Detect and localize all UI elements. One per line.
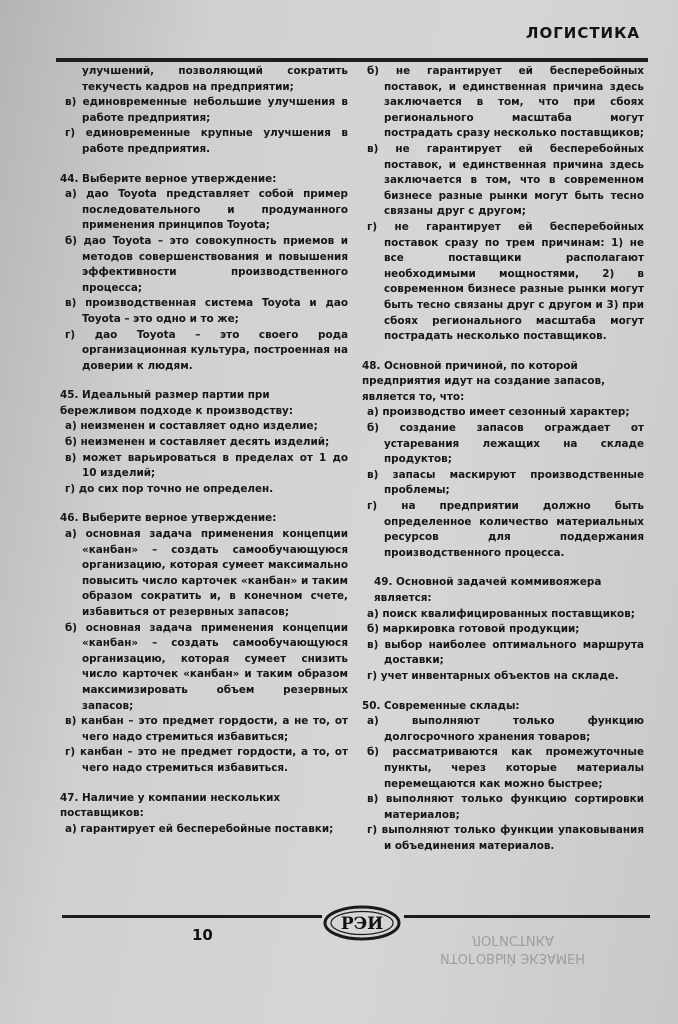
option-a: а) гарантирует ей бесперебойные поставки; xyxy=(65,822,334,835)
question-50 xyxy=(362,699,644,855)
question-45 xyxy=(60,388,348,497)
option-b: б) не гарантирует ей бесперебойных поставок, и единственная причина здесь заключается в том, что при сбоях регионального масштаба могут пострадать сразу несколько поставщиков; xyxy=(367,65,644,140)
option-v: в) единовременные небольшие улучшения в работе предприятия; xyxy=(65,96,348,124)
option-v: в) не гарантирует ей бесперебойных поставок, и единственная причина здесь заключается в том, что в современном бизнесе разные рынки могут быть тесно связаны друг с другом; xyxy=(367,142,644,218)
section-title: ЛОГИСТИКА xyxy=(526,24,640,42)
footer-rule-right xyxy=(404,915,650,918)
question-title: 46. Выберите верное утверждение: xyxy=(60,512,277,525)
right-column xyxy=(362,64,644,855)
question-44 xyxy=(60,172,348,375)
option-a: а) дао Toyota представляет собой пример последовательного и продуманного применения принципов Toyota; xyxy=(65,188,348,232)
bleed-through-text xyxy=(440,930,585,966)
option-v: в) выбор наиболее оптимального маршрута доставки; xyxy=(367,638,644,667)
question-48 xyxy=(362,359,644,562)
option-a: а) неизменен и составляет одно изделие; xyxy=(65,420,318,433)
question-title: 48. Основной причиной, по которой предприятия идут на создание запасов, является то, что: xyxy=(362,359,606,403)
option-g: г) единовременные крупные улучшения в работе предприятия. xyxy=(65,127,348,155)
option-a: а) поиск квалифицированных поставщиков; xyxy=(367,607,635,620)
question-title: 49. Основной задачей коммивояжера является: xyxy=(374,576,602,604)
question-title: 44. Выберите верное утверждение: xyxy=(60,172,277,185)
question-47 xyxy=(60,791,348,838)
option-v: в) может варьироваться в пределах от 1 до 10 изделий; xyxy=(65,451,348,480)
ghost-line-1: ИТОГОВЫЙ ЭКЗАМЕН xyxy=(440,950,586,965)
page-number: 10 xyxy=(192,926,213,944)
option-v: в) производственная система Toyota и дао Toyota – это одно и то же; xyxy=(65,297,348,325)
question-title: 50. Современные склады: xyxy=(362,699,520,712)
option-b: б) неизменен и составляет десять изделий; xyxy=(65,436,330,449)
option-a: а) выполняют только функцию долгосрочного хранения товаров; xyxy=(367,715,644,743)
option-g: г) выполняют только функции упаковывания и объединения материалов. xyxy=(367,824,644,852)
option-b: б) дао Toyota – это совокупность приемов и методов совершенствования и повышения эффективности производственного процесса; xyxy=(65,234,348,294)
rei-logo-icon xyxy=(322,904,402,942)
header-rule xyxy=(56,58,648,62)
option-v: в) канбан – это предмет гордости, а не то, от чего надо стремиться избавиться; xyxy=(65,715,348,743)
question-46 xyxy=(60,511,348,776)
option-g: г) учет инвентарных объектов на складе. xyxy=(367,669,619,682)
option-a: а) основная задача применения концепции «канбан» – создать самообучающуюся организацию, которая сумеет максимально повысить число карточек «канбан» и таким образом сократить и, в конечном счете, избавиться от резервных запасов; xyxy=(65,528,348,618)
option-g: г) дао Toyota – это своего рода организационная культура, построенная на доверии к людям. xyxy=(65,328,348,372)
option-b: б) маркировка готовой продукции; xyxy=(367,623,580,636)
ghost-line-2: ЛОГИСТИКА xyxy=(471,932,554,947)
question-49 xyxy=(362,575,644,684)
continued-text: улучшений, позволяющий сократить текучесть кадров на предприятии; xyxy=(82,65,348,93)
question-title: 47. Наличие у компании нескольких поставщиков: xyxy=(60,791,281,820)
option-g: г) канбан – это не предмет гордости, а то, от чего надо стремиться избавиться. xyxy=(65,746,348,774)
logo-text: РЭИ xyxy=(340,914,384,934)
footer-rule-left xyxy=(62,915,322,918)
option-g: г) на предприятии должно быть определенное количество материальных ресурсов для поддержания производственного процесса. xyxy=(367,500,644,559)
option-b: б) основная задача применения концепции «канбан» – создать самообучающуюся организацию, которая сумеет снизить число карточек «канбан» и таким образом максимизировать объем резервных запасов; xyxy=(65,621,348,712)
question-title: 45. Идеальный размер партии при бережливом подходе к производству: xyxy=(60,389,293,417)
option-b: б) рассматриваются как промежуточные пункты, через которые материалы перемещаются как можно быстрее; xyxy=(367,746,644,790)
option-b: б) создание запасов ограждает от устаревания лежащих на складе продуктов; xyxy=(367,422,644,466)
option-g: г) до сих пор точно не определен. xyxy=(65,482,274,495)
left-column xyxy=(60,64,348,837)
option-a: а) производство имеет сезонный характер; xyxy=(367,406,630,419)
option-v: в) запасы маскируют производственные проблемы; xyxy=(367,468,644,497)
option-v: в) выполняют только функцию сортировки материалов; xyxy=(367,793,644,821)
option-g: г) не гарантирует ей бесперебойных поставок сразу по трем причинам: 1) не все поставщики располагают необходимыми мощностями, 2) в современном бизнесе разные рынки могут быть тесно связаны друг с другом и 3) при сбоях регионального масштаба могут пострадать несколько поставщиков. xyxy=(367,220,644,343)
